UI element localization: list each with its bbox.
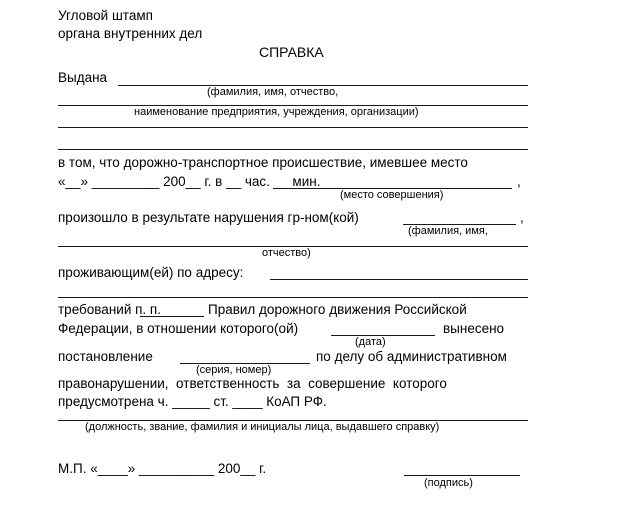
corner-stamp-line-2: органа внутренних дел (58, 26, 203, 41)
caption-organisation: наименование предприятия, учреждения, организации) (134, 106, 419, 118)
caption-issuing-official: (должность, звание, фамилия и инициалы лица, выдавшего справку) (85, 421, 440, 433)
violator-statement-label: произошло в результате нарушения гр-ном(кой) (58, 210, 359, 225)
rules-clause-tail: Правил дорожного движения Российской (208, 302, 467, 317)
caption-fio-1: (фамилия, имя, отчество, (207, 86, 339, 98)
incident-datetime-blank[interactable]: «__» _________ 200__ г. в __ час. __ мин. (58, 174, 321, 189)
decree-label: постановление (58, 349, 153, 364)
caption-fio-3: отчество) (262, 247, 311, 259)
corner-stamp-line-1: Угловой штамп (58, 8, 153, 23)
incident-statement-line: в том, что дорожно-транспортное происшествие, имевшее место (58, 155, 468, 170)
offense-line-2[interactable]: предусмотрена ч. _____ ст. ____ КоАП РФ. (58, 394, 327, 409)
issued-label: Выдана (58, 70, 108, 85)
address-blank-2[interactable] (58, 297, 528, 298)
caption-signature: (подпись) (424, 477, 473, 489)
offense-line-1: правонарушении, ответственность за совершение которого (58, 376, 447, 391)
caption-date: (дата) (355, 336, 386, 348)
caption-series-number: (серия, номер) (196, 364, 272, 376)
decision-subject-label: Федерации, в отношении которого(ой) (58, 321, 299, 336)
seal-date-blank[interactable]: М.П. «____» __________ 200__ г. (58, 461, 267, 476)
rules-clause-blank[interactable] (140, 316, 204, 317)
free-blank-2[interactable] (58, 149, 528, 150)
caption-place: (место совершения) (340, 189, 444, 201)
decree-tail: по делу об административном (316, 349, 507, 364)
document-title: СПРАВКА (259, 44, 324, 60)
address-label: проживающим(ей) по адресу: (58, 265, 244, 280)
decision-issued-word: вынесено (443, 321, 505, 336)
signature-blank[interactable] (404, 475, 520, 476)
rules-clause-label: требований п. п. (58, 302, 161, 317)
address-blank-1[interactable] (270, 279, 528, 280)
violator-name-comma: , (520, 210, 524, 225)
incident-place-comma: , (517, 174, 521, 189)
free-blank-1[interactable] (58, 127, 528, 128)
caption-fio-2: (фамилия, имя, (408, 225, 488, 237)
